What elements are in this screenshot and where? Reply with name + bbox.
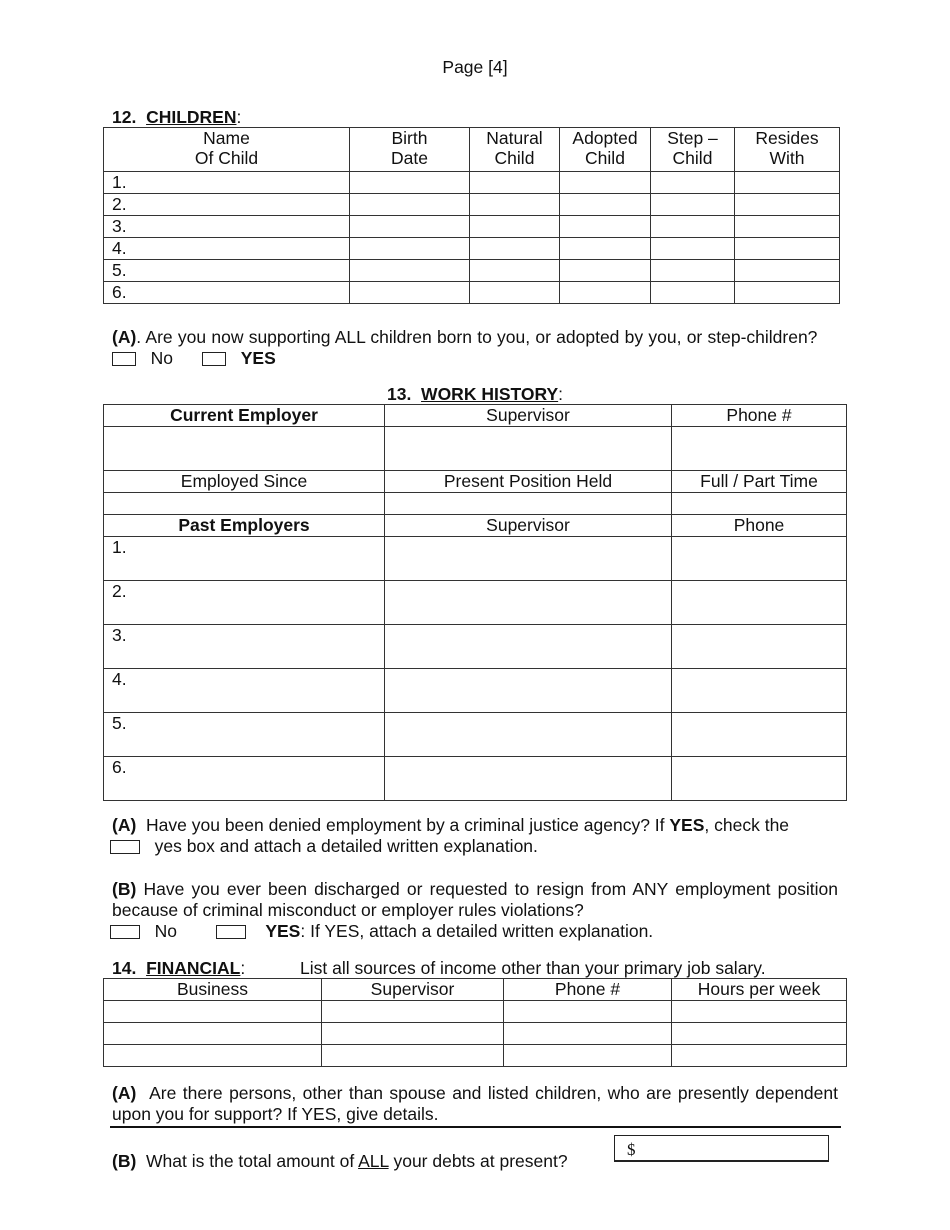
employed-since-header: Employed Since (104, 471, 385, 493)
children-question-a: (A). Are you now supporting ALL children born to you, or adopted by you, or step-children? No YES (112, 327, 818, 368)
past-employers-header-row (104, 515, 847, 537)
denied-employment-yes-checkbox[interactable] (110, 840, 140, 854)
financial-supervisor-header: Supervisor (322, 979, 504, 1001)
financial-table (103, 978, 847, 1067)
children-section-heading: 12. CHILDREN: (112, 107, 242, 127)
page-number: Page [4] (442, 57, 508, 77)
table-row (104, 625, 847, 669)
children-header-row (104, 128, 840, 172)
past-employer-row-number[interactable]: 5. (104, 713, 385, 757)
table-row (104, 581, 847, 625)
work-question-b-options: No YES: If YES, attach a detailed written explanation. (110, 921, 653, 942)
work-section-number: 13 (386, 384, 407, 404)
children-header-name: Name Of Child (104, 128, 350, 172)
table-row (104, 669, 847, 713)
child-row-number[interactable]: 6. (104, 282, 350, 304)
dependents-answer-line[interactable] (110, 1126, 841, 1128)
currency-symbol: $ (627, 1140, 636, 1159)
position-entry-row (104, 493, 847, 515)
children-section-title: CHILDREN (146, 107, 237, 127)
full-part-time-header: Full / Part Time (672, 471, 847, 493)
table-row (104, 216, 840, 238)
children-section-number: 12 (112, 107, 132, 127)
past-employer-row-number[interactable]: 2. (104, 581, 385, 625)
children-header-natural: Natural Child (470, 128, 560, 172)
table-row (104, 1045, 847, 1067)
financial-question-b: (B) What is the total amount of ALL your debts at present? (112, 1151, 568, 1171)
table-row (104, 757, 847, 801)
position-header-row (104, 471, 847, 493)
past-supervisor-header: Supervisor (385, 515, 672, 537)
discharged-no-label: No (154, 921, 177, 941)
current-phone-field[interactable] (672, 427, 847, 471)
work-section-heading: 13. WORK HISTORY: (386, 384, 564, 404)
table-row (104, 537, 847, 581)
work-question-a: (A) Have you been denied employment by a criminal justice agency? If YES, check the (112, 815, 790, 835)
children-no-checkbox[interactable] (112, 352, 136, 366)
financial-question-a: (A) Are there persons, other than spouse and listed children, who are presently dependent upon you for support? If YES, give details. (112, 1083, 838, 1124)
discharged-yes-label: YES (265, 921, 301, 941)
children-header-birth-date: Birth Date (350, 128, 470, 172)
current-phone-header: Phone # (672, 405, 847, 427)
employed-since-field[interactable] (104, 493, 385, 515)
work-question-b: (B) Have you ever been discharged or requested to resign from ANY employment position because of criminal misconduct or employer rules violations? (112, 879, 838, 920)
children-table (103, 127, 840, 304)
financial-hours-header: Hours per week (672, 979, 847, 1001)
financial-header-row (104, 979, 847, 1001)
child-row-number[interactable]: 1. (104, 172, 350, 194)
financial-business-header: Business (104, 979, 322, 1001)
financial-section-heading: 14. FINANCIAL: (112, 958, 246, 978)
work-section-title: WORK HISTORY (421, 384, 559, 404)
child-row-number[interactable]: 2. (104, 194, 350, 216)
table-row (104, 260, 840, 282)
children-yes-checkbox[interactable] (202, 352, 226, 366)
children-header-step: Step – Child (651, 128, 735, 172)
current-supervisor-field[interactable] (385, 427, 672, 471)
total-debts-field[interactable] (614, 1135, 829, 1162)
past-employer-row-number[interactable]: 1. (104, 537, 385, 581)
present-position-header: Present Position Held (385, 471, 672, 493)
table-row (104, 172, 840, 194)
current-employer-entry-row (104, 427, 847, 471)
table-row (104, 282, 840, 304)
current-employer-field[interactable] (104, 427, 385, 471)
past-employer-row-number[interactable]: 4. (104, 669, 385, 713)
financial-section-number: 14 (112, 958, 132, 978)
children-header-resides: Resides With (735, 128, 840, 172)
child-row-number[interactable]: 5. (104, 260, 350, 282)
full-part-time-field[interactable] (672, 493, 847, 515)
children-header-adopted: Adopted Child (560, 128, 651, 172)
work-history-table (103, 404, 847, 801)
table-row (104, 1023, 847, 1045)
financial-instruction: List all sources of income other than your primary job salary. (300, 958, 766, 978)
child-row-number[interactable]: 3. (104, 216, 350, 238)
current-employer-header-row (104, 405, 847, 427)
table-row (104, 238, 840, 260)
current-employer-header: Current Employer (104, 405, 385, 427)
children-no-label: No (150, 348, 173, 368)
table-row (104, 713, 847, 757)
table-row (104, 194, 840, 216)
financial-section-title: FINANCIAL (146, 958, 241, 978)
past-phone-header: Phone (672, 515, 847, 537)
past-employers-header: Past Employers (104, 515, 385, 537)
child-row-number[interactable]: 4. (104, 238, 350, 260)
table-row (104, 1001, 847, 1023)
children-yes-label: YES (240, 348, 276, 368)
current-supervisor-header: Supervisor (385, 405, 672, 427)
present-position-field[interactable] (385, 493, 672, 515)
discharged-no-checkbox[interactable] (110, 925, 140, 939)
discharged-yes-checkbox[interactable] (216, 925, 246, 939)
past-employer-row-number[interactable]: 6. (104, 757, 385, 801)
past-employer-row-number[interactable]: 3. (104, 625, 385, 669)
work-question-a-line2: yes box and attach a detailed written explanation. (110, 836, 538, 857)
financial-phone-header: Phone # (504, 979, 672, 1001)
